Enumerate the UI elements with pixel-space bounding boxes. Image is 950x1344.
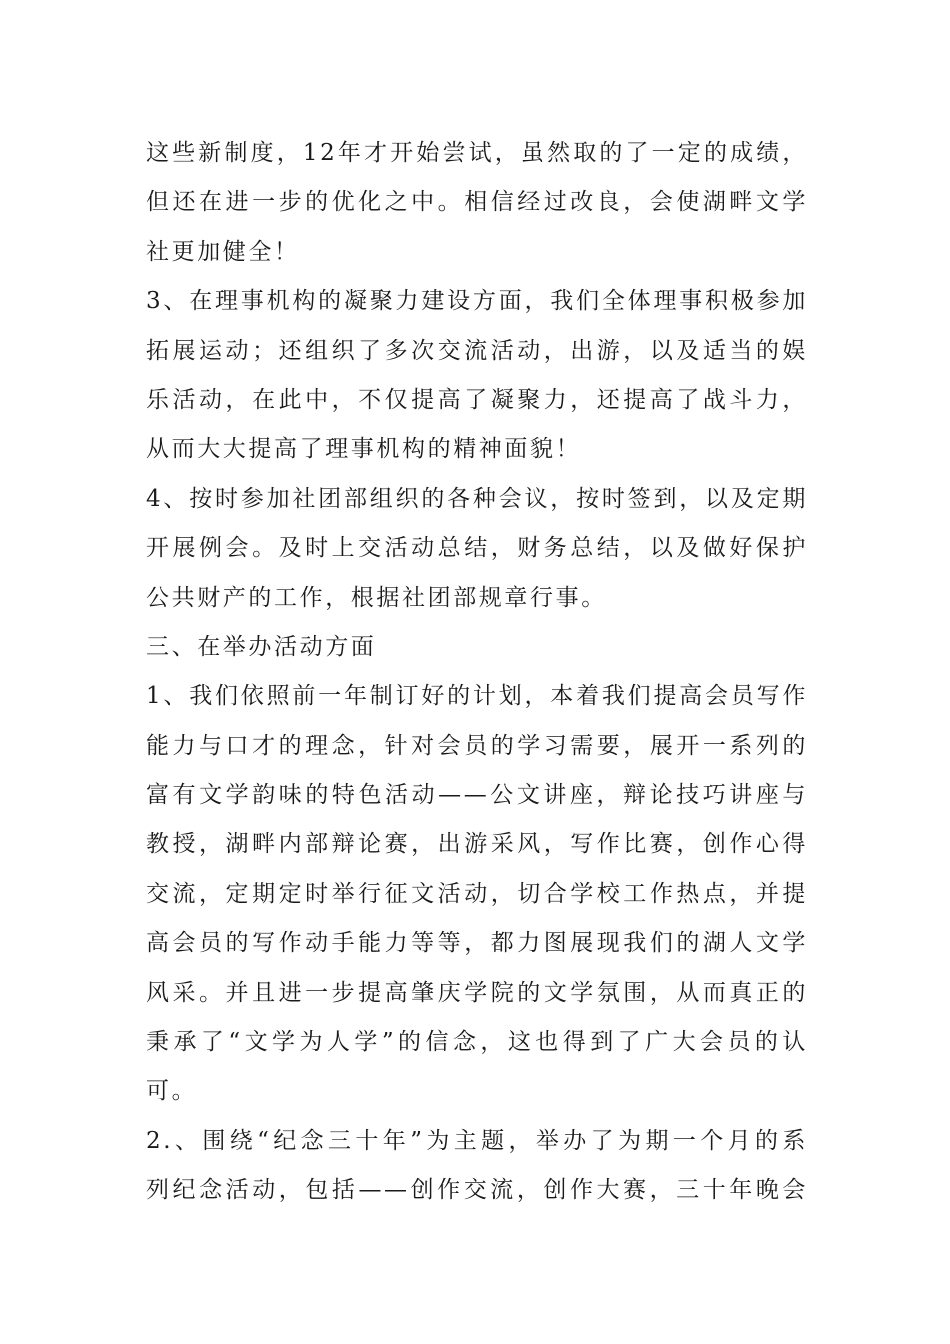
text-line: 教授，湖畔内部辩论赛，出游采风，写作比赛，创作心得 xyxy=(146,831,808,858)
text-line: 公共财产的工作，根据社团部规章行事。 xyxy=(146,584,607,611)
text-line: 风采。并且进一步提高肇庆学院的文学氛围，从而真正的 xyxy=(146,979,808,1006)
text-line: 2.、围绕“纪念三十年”为主题，举办了为期一个月的系 xyxy=(146,1127,808,1154)
text-line: 开展例会。及时上交活动总结，财务总结，以及做好保护 xyxy=(146,535,808,562)
text-line: 从而大大提高了理事机构的精神面貌！ xyxy=(146,436,582,463)
text-line: 乐活动，在此中，不仅提高了凝聚力，还提高了战斗力， xyxy=(146,386,808,413)
text-line: 4、按时参加社团部组织的各种会议，按时签到，以及定期 xyxy=(146,485,808,512)
body-text xyxy=(146,129,808,1216)
text-line: 社更加健全！ xyxy=(146,238,300,265)
text-line: 3、在理事机构的凝聚力建设方面，我们全体理事积极参加 xyxy=(146,288,808,315)
text-line: 高会员的写作动手能力等等，都力图展现我们的湖人文学 xyxy=(146,930,808,957)
text-line: 能力与口才的理念，针对会员的学习需要，展开一系列的 xyxy=(146,732,808,759)
text-line: 列纪念活动，包括——创作交流，创作大赛，三十年晚会 xyxy=(146,1177,808,1204)
text-line: 秉承了“文学为人学”的信念，这也得到了广大会员的认 xyxy=(146,1029,808,1056)
text-line: 1、我们依照前一年制订好的计划，本着我们提高会员写作 xyxy=(146,683,808,710)
section-heading: 三、在举办活动方面 xyxy=(146,633,377,660)
text-line: 交流，定期定时举行征文活动，切合学校工作热点，并提 xyxy=(146,880,808,907)
text-line: 富有文学韵味的特色活动——公文讲座，辩论技巧讲座与 xyxy=(146,782,808,809)
text-line: 这些新制度，12年才开始尝试，虽然取的了一定的成绩， xyxy=(146,140,808,166)
text-line: 可。 xyxy=(146,1078,198,1105)
text-line: 但还在进一步的优化之中。相信经过改良，会使湖畔文学 xyxy=(146,189,808,216)
text-line: 拓展运动；还组织了多次交流活动，出游，以及适当的娱 xyxy=(146,337,808,364)
